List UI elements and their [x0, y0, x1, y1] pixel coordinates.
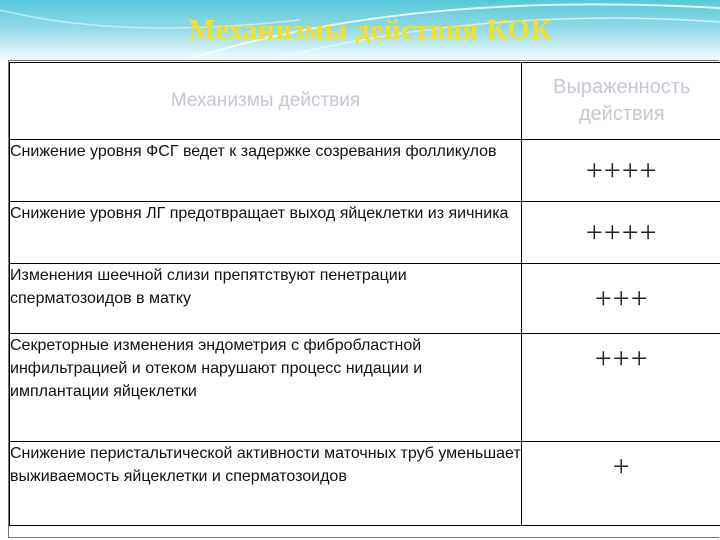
mechanisms-table — [9, 62, 720, 526]
mechanism-text: Секреторные изменения эндометрия с фибробластной инфильтрацией и отеком нарушают процесс нидации и имплантации яйцеклетки — [10, 334, 522, 442]
mechanism-text: Снижение уровня ФСГ ведет к задержке созревания фолликулов — [10, 140, 522, 202]
table-header-row — [10, 63, 720, 140]
table-row — [10, 442, 720, 526]
intensity-mark: + — [522, 442, 720, 526]
table-row — [10, 140, 720, 202]
mechanism-text: Снижение уровня ЛГ предотвращает выход яйцеклетки из яичника — [10, 202, 522, 264]
intensity-mark: ++++ — [522, 202, 720, 264]
intensity-mark: +++ — [522, 334, 720, 442]
slide-title: Механизмы действия КОК — [188, 14, 552, 46]
header-intensity: Выраженность действия — [522, 63, 720, 140]
table-row — [10, 334, 720, 442]
mechanism-text: Изменения шеечной слизи препятствуют пенетрации сперматозоидов в матку — [10, 264, 522, 334]
table-row — [10, 264, 720, 334]
mechanism-text: Снижение перистальтической активности маточных труб уменьшает выживаемость яйцеклетки и сперматозоидов — [10, 442, 522, 526]
intensity-mark: ++++ — [522, 140, 720, 202]
intensity-mark: +++ — [522, 264, 720, 334]
header-mechanisms: Механизмы действия — [10, 63, 522, 140]
table-row — [10, 202, 720, 264]
